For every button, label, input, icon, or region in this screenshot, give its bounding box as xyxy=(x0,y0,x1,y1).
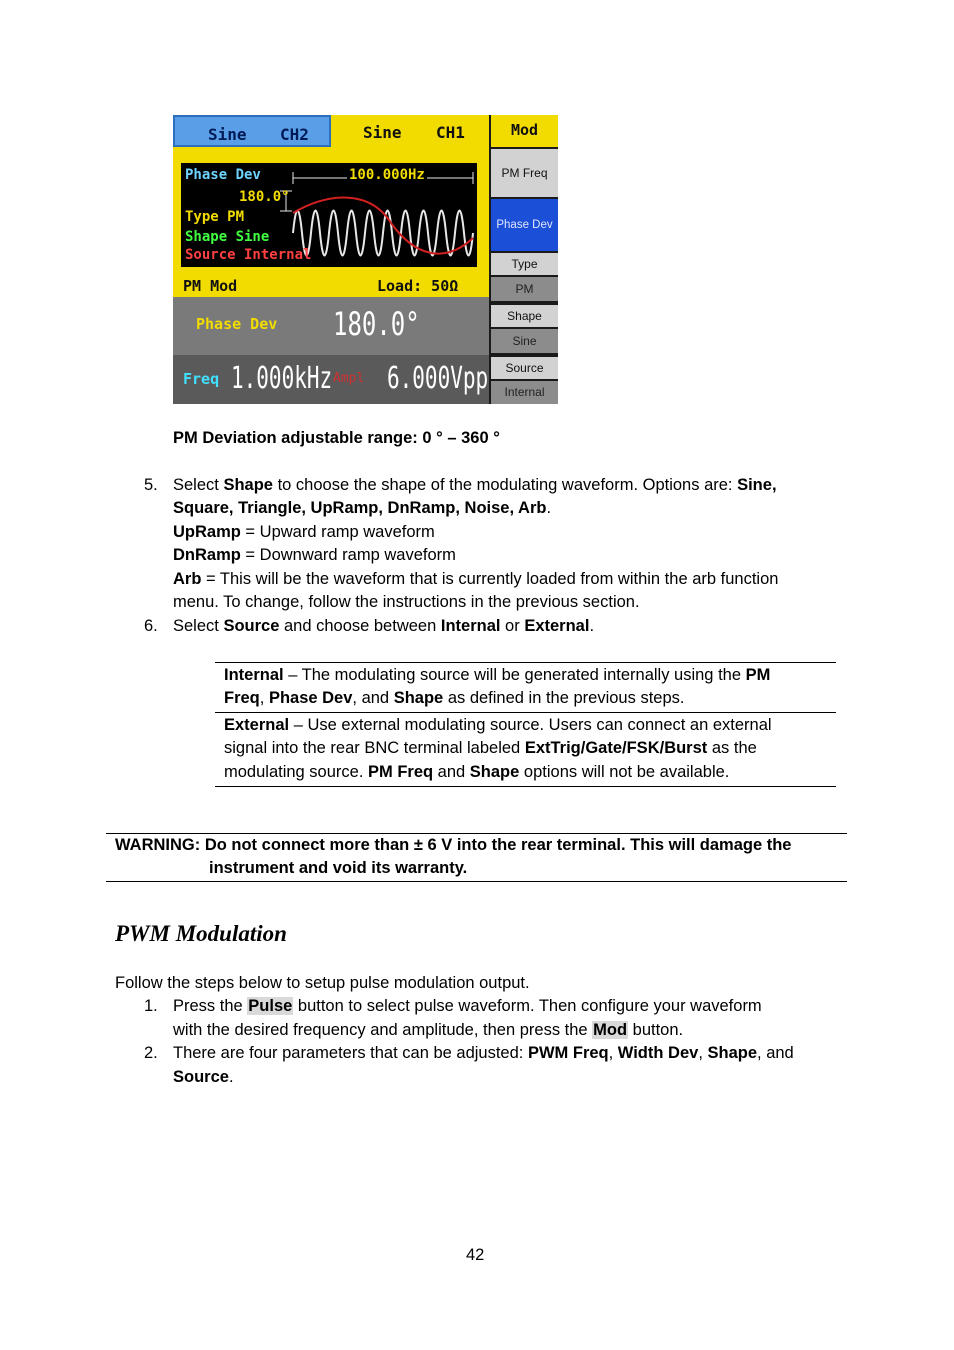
step-5-line-2: Square, Triangle, UpRamp, DnRamp, Noise, Arb. xyxy=(173,499,552,517)
dnramp-definition: DnRamp = Downward ramp waveform xyxy=(173,546,456,564)
channel-tab-ch2 xyxy=(173,115,331,147)
freq-marker: 100.000Hz xyxy=(349,167,425,183)
pwm-step-2-number: 2. xyxy=(144,1044,158,1062)
arb-definition-cont: menu. To change, follow the instructions in the previous section. xyxy=(173,593,640,611)
external-row-line-2: signal into the rear BNC terminal labeled ExtTrig/Gate/FSK/Burst as the xyxy=(224,739,757,757)
external-row-line-1: External – Use external modulating source. Users can connect an external xyxy=(224,716,772,734)
pm-range-note: PM Deviation adjustable range: 0 ° – 360 ° xyxy=(173,429,500,447)
table-mid-rule xyxy=(215,712,836,713)
freq-ampl-row xyxy=(173,355,489,404)
softkey-shape[interactable]: Shape xyxy=(491,305,558,327)
warning-line-2: instrument and void its warranty. xyxy=(209,859,468,877)
external-row-line-3: modulating source. PM Freq and Shape options will not be available. xyxy=(224,763,730,781)
softkey-source[interactable]: Source xyxy=(491,357,558,379)
pulse-key-ref: Pulse xyxy=(248,997,293,1015)
pwm-step-1-line-2: with the desired frequency and amplitude, then press the Mod button. xyxy=(173,1021,684,1039)
pwm-step-2-line-1: There are four parameters that can be adjusted: PWM Freq, Width Dev, Shape, and xyxy=(173,1044,794,1062)
softkey-shape-value: Sine xyxy=(491,329,558,353)
pm-mod-label: PM Mod xyxy=(183,277,238,295)
table-bottom-rule xyxy=(215,786,836,787)
param-label: Phase Dev xyxy=(196,315,278,333)
parameter-row xyxy=(173,297,489,355)
waveform-display xyxy=(181,163,477,267)
internal-row-line-2: Freq, Phase Dev, and Shape as defined in the previous steps. xyxy=(224,689,685,707)
phase-dev-value: 180.0° xyxy=(239,189,290,205)
step-5-number: 5. xyxy=(144,476,158,494)
mod-key-ref: Mod xyxy=(593,1021,628,1039)
pwm-step-2-line-2: Source. xyxy=(173,1068,234,1086)
pwm-intro: Follow the steps below to setup pulse modulation output. xyxy=(115,974,530,992)
ch1-label: CH1 xyxy=(436,123,465,142)
ch2-wave: Sine xyxy=(208,125,247,144)
param-value: 180.0° xyxy=(333,305,420,343)
pwm-step-1-line-1: Press the Pulse button to select pulse waveform. Then configure your waveform xyxy=(173,997,762,1015)
warning-line-1: WARNING: Do not connect more than ± 6 V into the rear terminal. This will damage the xyxy=(115,836,792,854)
type-line: Type PM xyxy=(185,209,245,225)
instrument-screenshot xyxy=(173,115,558,404)
pm-mod-bar xyxy=(173,275,489,297)
step-6-number: 6. xyxy=(144,617,158,635)
load-label: Load: 50Ω xyxy=(377,277,459,295)
step-5-line-1: Select Shape to choose the shape of the modulating waveform. Options are: Sine, xyxy=(173,476,777,494)
phase-dev-label: Phase Dev xyxy=(185,167,261,183)
page-number: 42 xyxy=(466,1246,485,1264)
warning-bottom-rule xyxy=(106,881,847,882)
softkey-mod-header: Mod xyxy=(491,115,558,147)
channel-tab-ch1 xyxy=(331,115,489,147)
ch1-wave: Sine xyxy=(363,123,402,142)
ch2-label: CH2 xyxy=(280,125,309,144)
ampl-label: Ampl xyxy=(333,371,365,386)
softkey-phase-dev[interactable]: Phase Dev xyxy=(491,199,558,251)
internal-row-line-1: Internal – The modulating source will be generated internally using the PM xyxy=(224,666,771,684)
source-line: Source Internal xyxy=(185,247,312,263)
softkey-type-value: PM xyxy=(491,277,558,301)
table-top-rule xyxy=(215,662,836,663)
upramp-definition: UpRamp = Upward ramp waveform xyxy=(173,523,435,541)
freq-label: Freq xyxy=(183,370,220,388)
shape-line: Shape Sine xyxy=(185,229,270,245)
pwm-step-1-number: 1. xyxy=(144,997,158,1015)
ampl-value: 6.000Vpp xyxy=(387,361,489,396)
softkey-type[interactable]: Type xyxy=(491,253,558,275)
section-heading: PWM Modulation xyxy=(115,921,287,946)
freq-value: 1.000kHz xyxy=(231,361,333,396)
arb-definition: Arb = This will be the waveform that is currently loaded from within the arb function xyxy=(173,570,779,588)
softkey-pm-freq[interactable]: PM Freq xyxy=(491,149,558,197)
carrier-wave xyxy=(293,211,473,256)
softkey-source-value: Internal xyxy=(491,381,558,404)
step-6-line: Select Source and choose between Internal or External. xyxy=(173,617,595,635)
